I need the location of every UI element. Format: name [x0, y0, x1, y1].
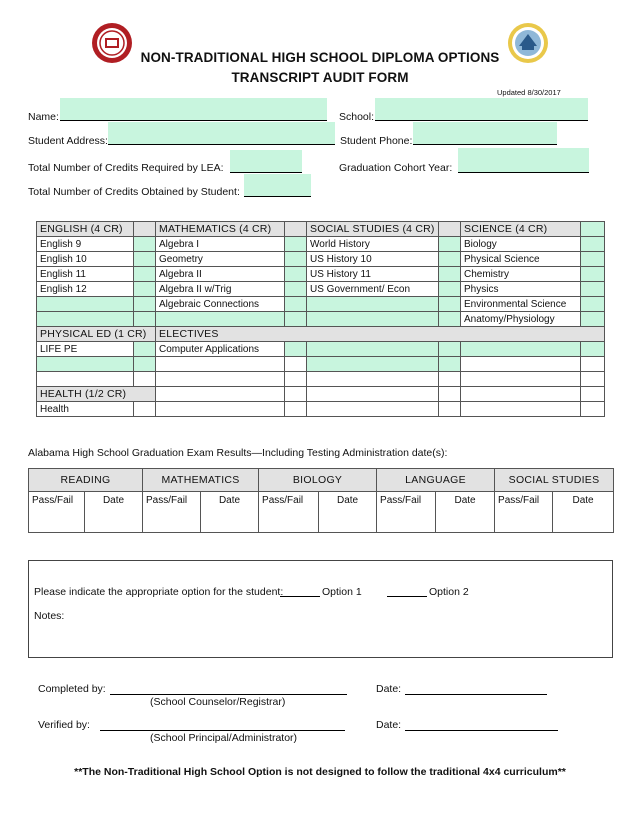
- checkbox-cell[interactable]: [439, 252, 461, 267]
- blank-cell[interactable]: [156, 372, 285, 387]
- social-header: SOCIAL STUDIES (4 CR): [307, 222, 439, 237]
- school-field[interactable]: [375, 98, 588, 121]
- checkbox-cell[interactable]: [285, 342, 307, 357]
- table-row: [37, 237, 605, 252]
- checkbox-cell[interactable]: [134, 402, 156, 417]
- date-cell[interactable]: Date: [553, 492, 614, 533]
- course-cell: Algebra II: [156, 267, 285, 282]
- table-row: [37, 312, 605, 327]
- health-header: HEALTH (1/2 CR): [37, 387, 156, 402]
- checkbox-cell[interactable]: [439, 312, 461, 327]
- date-cell[interactable]: Date: [85, 492, 143, 533]
- course-cell: English 11: [37, 267, 134, 282]
- checkbox-cell[interactable]: [285, 372, 307, 387]
- course-cell: Biology: [461, 237, 581, 252]
- checkbox-cell[interactable]: [285, 297, 307, 312]
- checkbox-cell[interactable]: [439, 342, 461, 357]
- pe-header: PHYSICAL ED (1 CR): [37, 327, 156, 342]
- blank-cell[interactable]: [156, 402, 285, 417]
- checkbox-cell[interactable]: [285, 402, 307, 417]
- pass-fail-cell[interactable]: Pass/Fail: [377, 492, 436, 533]
- name-label: Name:: [28, 111, 59, 123]
- blank-cell[interactable]: [307, 312, 439, 327]
- table-row: [37, 327, 605, 342]
- verified-date-line[interactable]: [405, 719, 558, 731]
- course-cell: Physical Science: [461, 252, 581, 267]
- checkbox-cell[interactable]: [285, 237, 307, 252]
- counselor-caption: (School Counselor/Registrar): [150, 696, 286, 708]
- exam-caption: Alabama High School Graduation Exam Results—Including Testing Administration date(s):: [28, 447, 448, 459]
- course-cell: US History 11: [307, 267, 439, 282]
- pass-fail-cell[interactable]: Pass/Fail: [495, 492, 553, 533]
- student-address-label: Student Address:: [28, 135, 108, 147]
- exam-subject: READING: [29, 469, 143, 492]
- exam-subject: MATHEMATICS: [143, 469, 259, 492]
- blank-cell[interactable]: [37, 357, 134, 372]
- checkbox-cell[interactable]: [134, 342, 156, 357]
- exam-results-table: [28, 468, 614, 533]
- school-label: School:: [339, 111, 375, 123]
- electives-header: ELECTIVES: [156, 327, 605, 342]
- form-subtitle: TRANSCRIPT AUDIT FORM: [231, 70, 409, 85]
- checkbox-cell[interactable]: [581, 297, 605, 312]
- checkbox-cell[interactable]: [134, 297, 156, 312]
- table-row: [37, 357, 605, 372]
- student-phone-label: Student Phone:: [340, 135, 413, 147]
- table-row: [37, 372, 605, 387]
- blank-cell[interactable]: [461, 387, 581, 402]
- checkbox-cell[interactable]: [581, 312, 605, 327]
- blank-cell[interactable]: [307, 372, 439, 387]
- table-row: [29, 492, 614, 533]
- checkbox-cell[interactable]: [285, 267, 307, 282]
- courses-table: [36, 221, 605, 417]
- checkbox-cell[interactable]: [439, 297, 461, 312]
- course-cell: World History: [307, 237, 439, 252]
- blank-cell[interactable]: [307, 357, 439, 372]
- checkbox-cell[interactable]: [581, 222, 605, 237]
- option-prompt: Please indicate the appropriate option for the student:: [34, 586, 284, 598]
- completed-date-line[interactable]: [405, 683, 547, 695]
- notes-label: Notes:: [34, 610, 65, 622]
- course-cell: English 12: [37, 282, 134, 297]
- course-cell: Algebraic Connections: [156, 297, 285, 312]
- checkbox-cell[interactable]: [439, 237, 461, 252]
- credits-obtained-field[interactable]: [244, 174, 311, 197]
- student-phone-field[interactable]: [413, 122, 557, 145]
- checkbox-cell[interactable]: [285, 357, 307, 372]
- course-cell: Anatomy/Physiology: [461, 312, 581, 327]
- student-address-field[interactable]: [108, 122, 335, 145]
- option2-label: Option 2: [429, 586, 469, 598]
- checkbox-cell[interactable]: [581, 402, 605, 417]
- verified-date-label: Date:: [376, 719, 402, 731]
- blank-cell[interactable]: [461, 357, 581, 372]
- checkbox-cell[interactable]: [439, 372, 461, 387]
- checkbox-cell[interactable]: [581, 387, 605, 402]
- credits-required-field[interactable]: [230, 150, 302, 173]
- checkbox-cell[interactable]: [134, 357, 156, 372]
- updated-date: Updated 8/30/2017: [497, 88, 561, 97]
- blank-cell[interactable]: [307, 297, 439, 312]
- blank-cell[interactable]: [461, 342, 581, 357]
- course-cell: Algebra I: [156, 237, 285, 252]
- checkbox-cell[interactable]: [134, 372, 156, 387]
- option1-label: Option 1: [322, 586, 362, 598]
- course-cell: Health: [37, 402, 134, 417]
- science-header: SCIENCE (4 CR): [461, 222, 581, 237]
- exam-subject: SOCIAL STUDIES: [495, 469, 614, 492]
- exam-subject: BIOLOGY: [259, 469, 377, 492]
- checkbox-cell[interactable]: [134, 267, 156, 282]
- blank-cell[interactable]: [307, 342, 439, 357]
- checkbox-cell[interactable]: [285, 282, 307, 297]
- checkbox-cell[interactable]: [285, 312, 307, 327]
- table-row: [37, 222, 605, 237]
- course-cell: Geometry: [156, 252, 285, 267]
- course-cell: English 10: [37, 252, 134, 267]
- checkbox-cell[interactable]: [581, 267, 605, 282]
- english-header: ENGLISH (4 CR): [37, 222, 134, 237]
- blank-cell[interactable]: [156, 387, 285, 402]
- table-row: [37, 282, 605, 297]
- principal-caption: (School Principal/Administrator): [150, 732, 298, 744]
- verified-by-label: Verified by:: [38, 719, 90, 731]
- date-cell[interactable]: Date: [319, 492, 377, 533]
- course-cell: US Government/ Econ: [307, 282, 439, 297]
- name-field[interactable]: [60, 98, 327, 121]
- course-cell: Algebra II w/Trig: [156, 282, 285, 297]
- checkbox-cell[interactable]: [439, 387, 461, 402]
- checkbox-cell[interactable]: [285, 252, 307, 267]
- credits-obtained-label: Total Number of Credits Obtained by Student:: [28, 186, 240, 198]
- table-row: [37, 297, 605, 312]
- checkbox-cell[interactable]: [439, 402, 461, 417]
- table-row: [37, 267, 605, 282]
- table-row: [37, 342, 605, 357]
- date-cell[interactable]: Date: [201, 492, 259, 533]
- course-cell: Computer Applications: [156, 342, 285, 357]
- blank-cell[interactable]: [461, 402, 581, 417]
- checkbox-cell[interactable]: [134, 312, 156, 327]
- checkbox-cell[interactable]: [439, 267, 461, 282]
- completed-date-label: Date:: [376, 683, 402, 695]
- blank-cell[interactable]: [307, 402, 439, 417]
- option1-blank[interactable]: [280, 586, 320, 597]
- blank-cell[interactable]: [307, 387, 439, 402]
- checkbox-cell[interactable]: [439, 282, 461, 297]
- checkbox-cell[interactable]: [581, 357, 605, 372]
- course-cell: Environmental Science: [461, 297, 581, 312]
- blank-cell[interactable]: [37, 312, 134, 327]
- pass-fail-cell[interactable]: Pass/Fail: [259, 492, 319, 533]
- checkbox-cell[interactable]: [581, 252, 605, 267]
- checkbox-cell[interactable]: [134, 252, 156, 267]
- verified-by-signature-line[interactable]: [100, 719, 345, 731]
- table-row: [29, 469, 614, 492]
- footer-note: **The Non-Traditional High School Option is not designed to follow the traditional 4x4 curriculum**: [74, 766, 566, 778]
- pass-fail-cell[interactable]: Pass/Fail: [143, 492, 201, 533]
- option2-blank[interactable]: [387, 586, 427, 597]
- completed-by-signature-line[interactable]: [110, 683, 347, 695]
- form-title: NON-TRADITIONAL HIGH SCHOOL DIPLOMA OPTIONS: [140, 50, 500, 65]
- course-cell: LIFE PE: [37, 342, 134, 357]
- checkbox-cell[interactable]: [581, 282, 605, 297]
- table-row: [37, 402, 605, 417]
- blank-cell[interactable]: [37, 297, 134, 312]
- blank-cell[interactable]: [156, 312, 285, 327]
- cohort-year-label: Graduation Cohort Year:: [339, 162, 453, 174]
- table-row: [37, 252, 605, 267]
- blank-cell[interactable]: [37, 372, 134, 387]
- checkbox-cell[interactable]: [581, 372, 605, 387]
- checkbox-cell[interactable]: [285, 387, 307, 402]
- checkbox-cell[interactable]: [439, 357, 461, 372]
- course-cell: US History 10: [307, 252, 439, 267]
- cohort-year-field[interactable]: [458, 148, 589, 173]
- date-cell[interactable]: Date: [436, 492, 495, 533]
- course-cell: Chemistry: [461, 267, 581, 282]
- course-cell: Physics: [461, 282, 581, 297]
- checkbox-cell[interactable]: [134, 282, 156, 297]
- table-row: [37, 387, 605, 402]
- course-cell: English 9: [37, 237, 134, 252]
- checkbox-cell[interactable]: [581, 237, 605, 252]
- checkbox-cell[interactable]: [581, 342, 605, 357]
- exam-subject: LANGUAGE: [377, 469, 495, 492]
- math-header: MATHEMATICS (4 CR): [156, 222, 285, 237]
- option-box: [28, 560, 613, 658]
- pass-fail-cell[interactable]: Pass/Fail: [29, 492, 85, 533]
- completed-by-label: Completed by:: [38, 683, 106, 695]
- blank-cell[interactable]: [461, 372, 581, 387]
- blank-cell[interactable]: [156, 357, 285, 372]
- checkbox-cell[interactable]: [134, 237, 156, 252]
- credits-required-label: Total Number of Credits Required by LEA:: [28, 162, 224, 174]
